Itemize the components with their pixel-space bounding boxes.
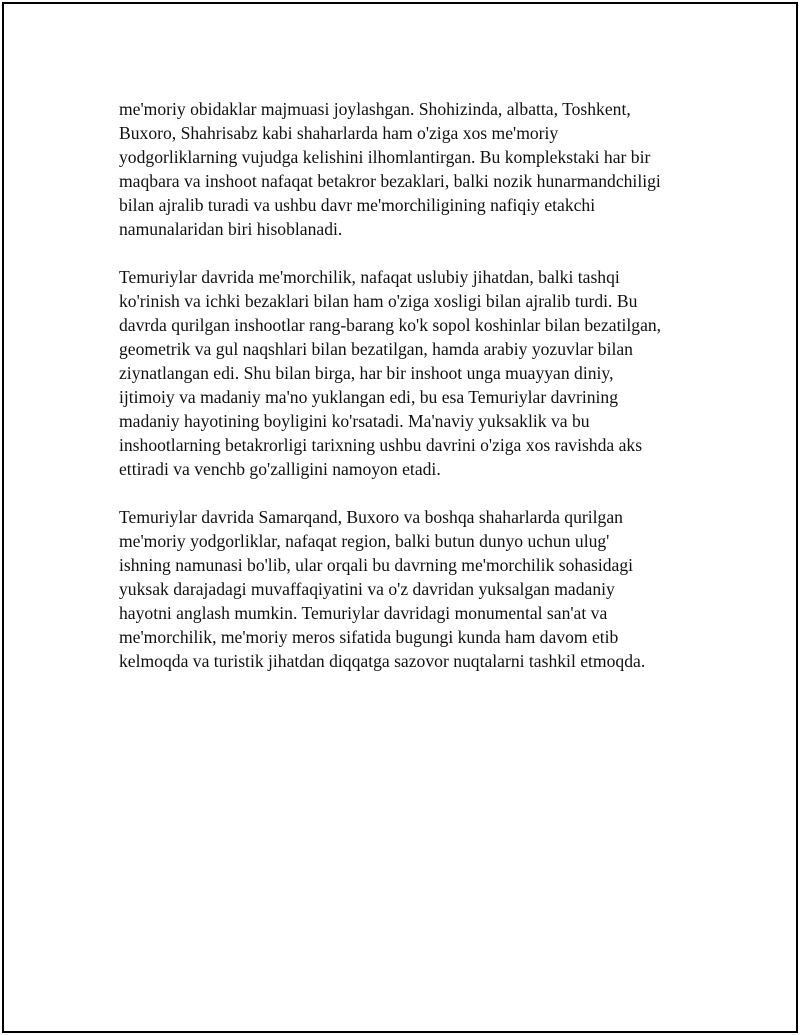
paragraph-3 (119, 505, 699, 673)
text-line: ijtimoiy va madaniy ma'no yuklangan edi, bu esa Temuriylar davrining (119, 387, 619, 407)
text-line: yodgorliklarning vujudga kelishini ilhomlantirgan. Bu komplekstaki har bir (119, 147, 651, 167)
paragraph-1 (119, 97, 699, 241)
text-line: ettiradi va venchb go'zalligini namoyon etadi. (119, 459, 441, 479)
text-line: davrda qurilgan inshootlar rang-barang ko'k sopol koshinlar bilan bezatilgan, (119, 315, 662, 335)
text-line: inshootlarning betakrorligi tarixning ushbu davrini o'ziga xos ravishda aks (119, 435, 643, 455)
text-line: me'morchilik, me'moriy meros sifatida bugungi kunda ham davom etib (119, 627, 619, 647)
text-line: Temuriylar davrida Samarqand, Buxoro va boshqa shaharlarda qurilgan (119, 507, 623, 527)
text-line: ziynatlangan edi. Shu bilan birga, har bir inshoot unga muayyan diniy, (119, 363, 614, 383)
text-line: namunalaridan biri hisoblanadi. (119, 219, 343, 239)
text-line: Temuriylar davrida me'morchilik, nafaqat uslubiy jihatdan, balki tashqi (119, 267, 620, 287)
text-line: Buxoro, Shahrisabz kabi shaharlarda ham o'ziga xos me'moriy (119, 123, 559, 143)
paragraph-2 (119, 265, 699, 481)
document-page (2, 2, 798, 1033)
text-line: hayotni anglash mumkin. Temuriylar davridagi monumental san'at va (119, 603, 608, 623)
text-line: geometrik va gul naqshlari bilan bezatilgan, hamda arabiy yozuvlar bilan (119, 339, 633, 359)
text-line: me'moriy obidaklar majmuasi joylashgan. Shohizinda, albatta, Toshkent, (119, 99, 631, 119)
text-line: yuksak darajadagi muvaffaqiyatini va o'z davridan yuksalgan madaniy (119, 579, 615, 599)
text-line: kelmoqda va turistik jihatdan diqqatga sazovor nuqtalarni tashkil etmoqda. (119, 651, 646, 671)
document-body (119, 97, 699, 697)
text-line: ishning namunasi bo'lib, ular orqali bu davrning me'morchilik sohasidagi (119, 555, 634, 575)
text-line: bilan ajralib turadi va ushbu davr me'morchiligining nafiqiy etakchi (119, 195, 596, 215)
text-line: maqbara va inshoot nafaqat betakror bezaklari, balki nozik hunarmandchiligi (119, 171, 661, 191)
text-line: madaniy hayotining boyligini ko'rsatadi. Ma'naviy yuksaklik va bu (119, 411, 590, 431)
text-line: ko'rinish va ichki bezaklari bilan ham o'ziga xosligi bilan ajralib turdi. Bu (119, 291, 638, 311)
text-line: me'moriy yodgorliklar, nafaqat region, balki butun dunyo uchun ulug' (119, 531, 610, 551)
